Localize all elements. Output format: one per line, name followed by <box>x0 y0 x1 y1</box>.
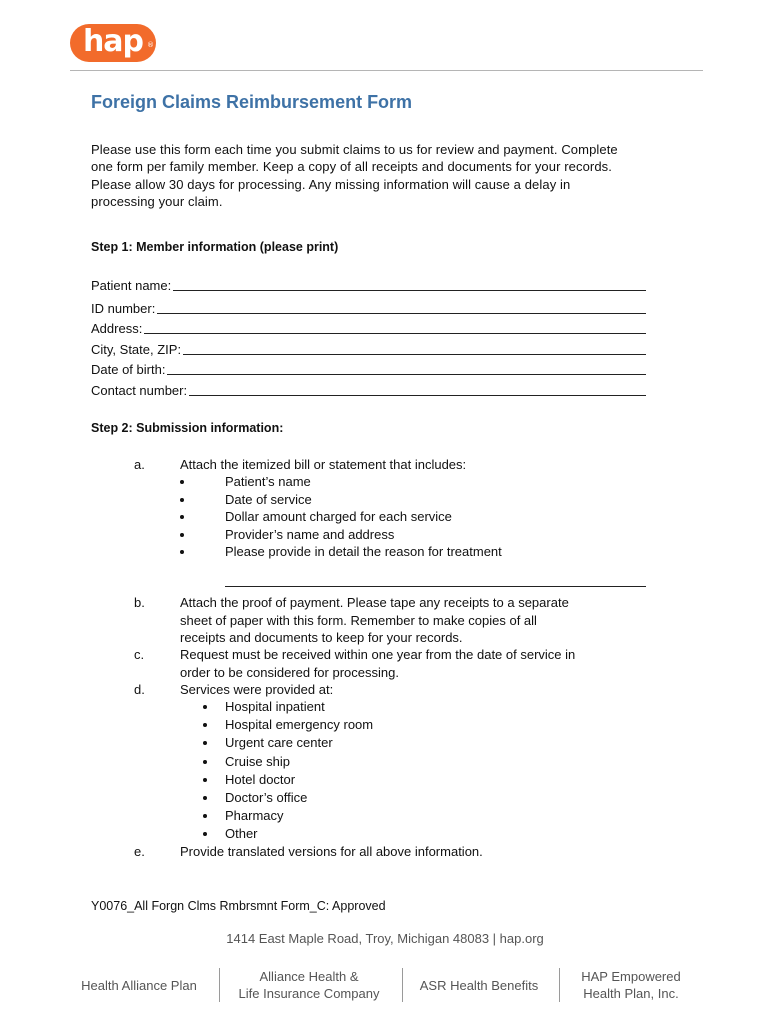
bullet-icon <box>203 723 207 727</box>
list-item: Other <box>203 825 503 843</box>
contact-number-field[interactable] <box>91 381 646 399</box>
id-number-label: ID number: <box>91 301 156 316</box>
intro-paragraph <box>91 141 681 211</box>
list-item: Pharmacy <box>203 807 503 825</box>
date-of-birth-field[interactable] <box>91 360 646 378</box>
item-d-text: Services were provided at: <box>180 682 334 697</box>
patient-name-input-line[interactable] <box>173 290 646 291</box>
item-d <box>134 681 654 699</box>
bullet-icon <box>203 741 207 745</box>
item-b-line: sheet of paper with this form. Remember to make copies of all <box>180 612 537 628</box>
list-item: Hospital inpatient <box>203 698 503 716</box>
list-item: Hospital emergency room <box>203 716 503 734</box>
id-number-input-line[interactable] <box>157 313 646 314</box>
step1-heading: Step 1: Member information (please print) <box>91 240 339 254</box>
list-item: Urgent care center <box>203 734 503 752</box>
form-code: Y0076_All Forgn Clms Rmbrsmnt Form_C: Approved <box>91 899 386 913</box>
list-item: Please provide in detail the reason for treatment <box>180 543 600 561</box>
treatment-reason-input-line[interactable] <box>225 586 646 587</box>
intro-line: Please use this form each time you submit claims to us for review and payment. Complete <box>91 142 618 157</box>
logo-text: hap <box>82 24 144 59</box>
bullet-icon <box>180 533 184 537</box>
city-state-zip-input-line[interactable] <box>183 354 646 355</box>
bullet-icon <box>203 832 207 836</box>
list-item: Dollar amount charged for each service <box>180 508 600 526</box>
bullet-icon <box>203 760 207 764</box>
item-a-text: Attach the itemized bill or statement that includes: <box>180 457 467 472</box>
item-d-bullets <box>203 698 503 844</box>
item-b-line: receipts and documents to keep for your records. <box>180 630 463 645</box>
contact-number-input-line[interactable] <box>189 395 646 396</box>
footer-divider <box>402 968 403 1002</box>
intro-line: processing your claim. <box>91 194 223 210</box>
item-b-line: Attach the proof of payment. Please tape any receipts to a separate <box>180 595 569 610</box>
id-number-field[interactable] <box>91 299 646 317</box>
address-label: Address: <box>91 321 143 336</box>
patient-name-field[interactable] <box>91 276 646 294</box>
item-e-mark: e. <box>134 844 145 859</box>
item-e <box>134 843 654 861</box>
city-state-zip-label: City, State, ZIP: <box>91 342 182 357</box>
date-of-birth-input-line[interactable] <box>167 374 646 375</box>
item-a <box>134 456 654 474</box>
registered-mark: ® <box>147 41 154 49</box>
header-divider <box>70 70 703 71</box>
bullet-icon <box>203 778 207 782</box>
bullet-icon <box>180 515 184 519</box>
hap-logo <box>70 24 156 62</box>
item-c-mark: c. <box>134 647 145 662</box>
item-b-mark: b. <box>134 595 145 610</box>
address-field[interactable] <box>91 319 646 337</box>
date-of-birth-label: Date of birth: <box>91 362 166 377</box>
bullet-icon <box>203 814 207 818</box>
footer-divider <box>219 968 220 1002</box>
bullet-icon <box>180 480 184 484</box>
item-c-line: Request must be received within one year from the date of service in <box>180 647 576 662</box>
item-b <box>134 594 654 647</box>
intro-line: Please allow 30 days for processing. Any missing information will cause a delay in <box>91 176 571 192</box>
bullet-icon <box>180 550 184 554</box>
item-c <box>134 646 654 681</box>
item-e-text: Provide translated versions for all above information. <box>180 844 483 859</box>
bullet-icon <box>203 705 207 709</box>
bullet-icon <box>203 796 207 800</box>
contact-number-label: Contact number: <box>91 383 188 398</box>
bullet-icon <box>180 498 184 502</box>
address-input-line[interactable] <box>144 333 646 334</box>
item-a-mark: a. <box>134 457 145 472</box>
item-d-mark: d. <box>134 682 145 697</box>
list-item: Patient’s name <box>180 473 600 491</box>
footer-org-health-alliance-plan: Health Alliance Plan <box>81 978 197 993</box>
step2-heading: Step 2: Submission information: <box>91 421 284 435</box>
footer-org-hap-empowered: HAP Empowered Health Plan, Inc. <box>581 969 681 1001</box>
list-item: Doctor’s office <box>203 789 503 807</box>
page-title: Foreign Claims Reimbursement Form <box>91 92 413 112</box>
list-item: Hotel doctor <box>203 771 503 789</box>
item-c-line: order to be considered for processing. <box>180 664 399 680</box>
footer-org-asr-health-benefits: ASR Health Benefits <box>419 978 539 993</box>
item-a-bullets <box>180 473 600 561</box>
list-item: Date of service <box>180 491 600 509</box>
city-state-zip-field[interactable] <box>91 340 646 358</box>
list-item: Cruise ship <box>203 753 503 771</box>
patient-name-label: Patient name: <box>91 278 172 293</box>
footer-address: 1414 East Maple Road, Troy, Michigan 48083 | hap.org <box>226 931 544 946</box>
footer-org-alliance-health: Alliance Health & Life Insurance Company <box>238 969 380 1001</box>
intro-line: one form per family member. Keep a copy of all receipts and documents for your records. <box>91 159 612 175</box>
list-item: Provider’s name and address <box>180 526 600 544</box>
footer-divider <box>559 968 560 1002</box>
